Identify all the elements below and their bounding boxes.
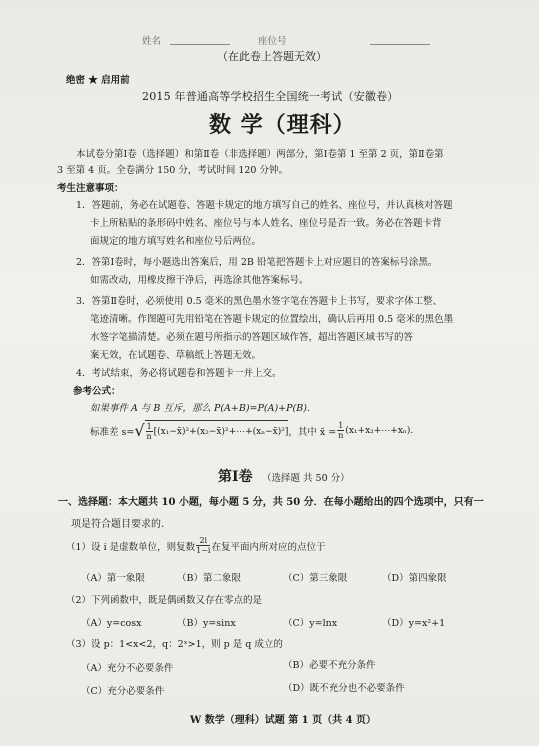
notice-4-line-1: 4．考试结束，务必将试题卷和答题卡一并上交。: [76, 368, 282, 379]
sqrt-icon: √: [134, 420, 145, 440]
sd-fraction: $\frac{1}{n}$: [146, 422, 152, 441]
section-title: 第Ⅰ卷: [218, 469, 253, 485]
sd-body: [(x₁−x̄)²+(x₂−x̄)²+⋯+(xₙ−x̄)²]: [153, 426, 289, 437]
question-1-option-b: （B）第二象限: [177, 573, 241, 584]
mean-prefix: ，其中 x̄ =: [288, 426, 337, 438]
subject-title: 数 学（理科）: [209, 112, 356, 138]
notice-heading: 考生注意事项：: [57, 183, 124, 194]
intro-line-1: 本试卷分第Ⅰ卷（选择题）和第Ⅱ卷（非选择题）两部分，第Ⅰ卷第 1 至第 2 页，第Ⅱ卷第: [76, 149, 444, 160]
question-1-option-a: （A）第一象限: [81, 573, 145, 584]
question-2-option-d: （D）y=x²+1: [382, 618, 446, 629]
notice-3-line-3: 水签字笔描清楚。必须在题号所指示的答题区域作答，超出答题区域书写的答: [90, 332, 414, 343]
question-3-option-d: （D）既不充分也不必要条件: [283, 683, 405, 694]
question-2-option-a: （A）y=cosx: [81, 618, 142, 629]
seat-blank-line: [370, 44, 430, 45]
sd-label: 标准差 s=: [90, 426, 135, 438]
question-3-stem: （3）设 p：1<x<2，q：2ˣ>1，则 p 是 q 成立的: [66, 639, 283, 650]
section-subtitle: （选择题 共 50 分）: [262, 473, 350, 484]
invalid-note: （在此卷上答题无效）: [217, 50, 327, 63]
question-2-option-b: （B）y=sinx: [177, 618, 236, 629]
notice-1-line-2: 卡上所粘贴的条形码中姓名、座位号与本人姓名、座位号是否一致。务必在答题卡背: [90, 218, 442, 229]
question-1-fraction: $\frac{2i}{1-i}$: [196, 536, 211, 555]
question-1-stem: （1）设 i 是虚数单位，则复数 $\frac{2i}{1-i}$ 在复平面内所对应的点位于: [66, 536, 326, 555]
notice-1-line-1: 1．答题前，务必在试题卷、答题卡规定的地方填写自己的姓名、座位号，并认真核对答题: [76, 200, 453, 211]
section-instruction-2: 项是符合题目要求的.: [71, 519, 165, 530]
reference-line-1: 如果事件 A 与 B 互斥，那么 P(A+B)=P(A)+P(B).: [90, 403, 310, 414]
question-1-option-d: （D）第四象限: [382, 573, 447, 584]
seat-label: 座位号: [258, 36, 287, 47]
mean-body: (x₁+x₂+⋯+xₙ).: [345, 425, 414, 436]
question-2-stem: （2）下列函数中，既是偶函数又存在零点的是: [66, 595, 263, 606]
question-2-option-c: （C）y=lnx: [283, 618, 338, 629]
notice-3-line-1: 3．答第Ⅱ卷时，必须使用 0.5 毫米的黑色墨水签字笔在答题卡上书写，要求字体工整、: [76, 296, 443, 307]
exam-title: 2015 年普通高等学校招生全国统一考试（安徽卷）: [142, 90, 399, 103]
notice-3-line-2: 笔迹清晰。作图题可先用铅笔在答题卡规定的位置绘出，确认后再用 0.5 毫米的黑色墨: [90, 314, 454, 325]
reference-heading: 参考公式：: [73, 386, 121, 397]
intro-line-2: 3 至第 4 页。全卷满分 150 分，考试时间 120 分钟。: [57, 165, 288, 176]
notice-2-line-1: 2．答第Ⅰ卷时，每小题选出答案后，用 2B 铅笔把答题卡上对应题目的答案标号涂黑。: [76, 257, 438, 268]
sd-formula: [90, 420, 413, 441]
name-label: 姓名: [142, 36, 162, 47]
question-3-option-b: （B）必要不充分条件: [283, 660, 376, 671]
question-1-option-c: （C）第三象限: [283, 573, 348, 584]
notice-2-line-2: 如需改动，用橡皮擦干净后，再选涂其他答案标号。: [90, 275, 309, 286]
name-blank-line: [170, 44, 230, 45]
section-instruction-1: 一、选择题：本大题共 10 小题，每小题 5 分，共 50 分．在每小题给出的四个选项中，只有一: [58, 497, 484, 508]
sd-radicand: [145, 420, 289, 441]
question-3-option-a: （A）充分不必要条件: [81, 663, 174, 674]
notice-3-line-4: 案无效，在试题卷、草稿纸上答题无效。: [90, 350, 262, 361]
mean-fraction: $\frac{1}{n}$: [338, 421, 344, 440]
secret-label: 绝密 ★ 启用前: [66, 75, 130, 86]
page-footer: W 数学（理科）试题 第 1 页（共 4 页）: [190, 715, 377, 726]
question-3-option-c: （C）充分必要条件: [81, 686, 165, 697]
notice-1-line-3: 面规定的地方填写姓名和座位号后两位。: [90, 236, 262, 247]
